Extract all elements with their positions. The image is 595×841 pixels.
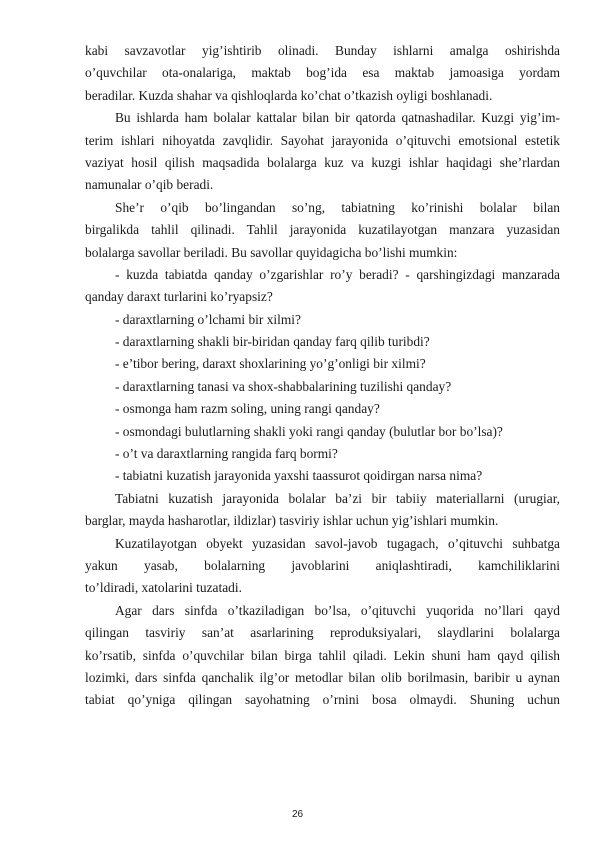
text-line: - osmondagi bulutlarning shakli yoki rangi qanday (bulutlar bor bo’lsa)? (115, 423, 503, 439)
text-line: - osmonga ham razm soling, uning rangi qanday? (115, 401, 380, 417)
text-line: qanday daraxt turlarini ko’ryapsiz? (85, 289, 273, 305)
text-line: - daraxtlarning tanasi va shox-shabbalarining tuzilishi qanday? (115, 378, 452, 394)
text-line: lozimki, dars sinfda qanchalik ilg’or metodlar bilan olib borilmasin, baribir u aynan (85, 669, 560, 685)
page-number: 26 (291, 809, 304, 820)
text-line: o’quvchilar ota-onalariga, maktab bog’ida esa maktab jamoasiga yordam (85, 65, 560, 81)
document-page (85, 40, 560, 712)
text-line: barglar, mayda hasharotlar, ildizlar) tasviriy ishlar uchun yig’ishlari mumkin. (85, 513, 499, 529)
text-line: Kuzatilayotgan obyekt yuzasidan savol-javob tugagach, o’qituvchi suhbatga (115, 535, 560, 551)
text-line: Tabiatni kuzatish jarayonida bolalar ba’zi bir tabiiy materiallarni (urugiar, (115, 490, 560, 506)
text-line: She’r o’qib bo’lingandan so’ng, tabiatning ko’rinishi bolalar bilan (115, 199, 560, 215)
text-line: kabi savzavotlar yig’ishtirib olinadi. Bunday ishlarni amalga oshirishda (85, 43, 560, 58)
text-line: bolalarga savollar beriladi. Bu savollar quyidagicha bo’lishi mumkin: (85, 244, 458, 260)
text-line: ko’rsatib, sinfda o’quvchilar bilan birga tahlil qiladi. Lekin shuni ham qayd qilish (85, 647, 560, 663)
text-line: namunalar o’qib beradi. (85, 177, 214, 193)
text-line: - tabiatni kuzatish jarayonida yaxshi taassurot qoidirgan narsa nima? (115, 468, 483, 484)
text-line: - daraxtlarning shakli bir-biridan qanday farq qilib turibdi? (115, 334, 430, 350)
text-line: Bu ishlarda ham bolalar kattalar bilan bir qatorda qatnashadilar. Kuzgi yig’im- (115, 110, 560, 126)
text-line: - kuzda tabiatda qanday o’zgarishlar ro’y beradi? - qarshingizdagi manzarada (115, 266, 560, 282)
text-line: to’ldiradi, xatolarini tuzatadi. (85, 580, 242, 596)
text-line: - daraxtlarning o’lchami bir xilmi? (115, 311, 301, 327)
text-line: - e’tibor bering, daraxt shoxlarining yo’g’onligi bir xilmi? (115, 356, 426, 372)
text-line: vaziyat hosil qilish maqsadida bolalarga kuz va kuzgi ishlar haqidagi she’rlardan (85, 154, 560, 170)
text-line: tabiat qo’yniga qilingan sayohatning o’rnini bosa olmaydi. Shuning uchun (85, 692, 560, 708)
text-line: terim ishlari nihoyatda zavqlidir. Sayohat jarayonida o’qituvchi emotsional estetik (85, 132, 560, 148)
text-line: - o’t va daraxtlarning rangida farq bormi? (115, 446, 338, 462)
text-line: yakun yasab, bolalarning javoblarini aniqlashtiradi, kamchiliklarini (85, 557, 560, 573)
text-line: birgalikda tahlil qilinadi. Tahlil jarayonida kuzatilayotgan manzara yuzasidan (85, 222, 560, 238)
text-line: Agar dars sinfda o’tkaziladigan bo’lsa, o’qituvchi yuqorida no’llari qayd (115, 602, 560, 618)
text-line: qilingan tasviriy san’at asarlarining reproduksiyalari, slaydlarini bolalarga (85, 625, 560, 641)
text-line: beradilar. Kuzda shahar va qishloqlarda ko’chat o’tkazish oyligi boshlanadi. (85, 87, 493, 103)
